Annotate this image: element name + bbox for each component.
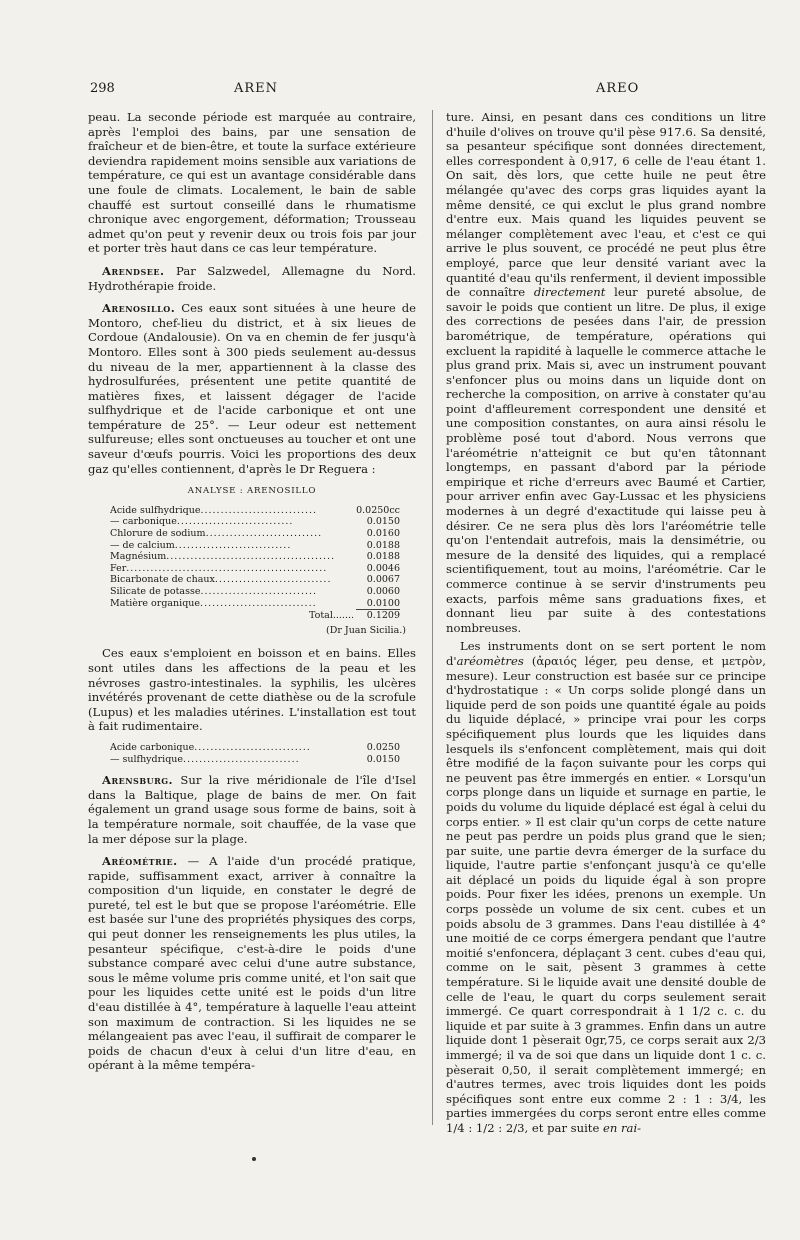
column-divider [432, 110, 433, 1125]
table-row: Bicarbonate de chaux............................. 0.0067 [110, 574, 400, 586]
table-row: Acide carbonique............................. 0.0250 [110, 741, 400, 753]
page-number: 298 [90, 81, 115, 96]
paragraph-usage: Ces eaux s'emploient en boisson et en bains. Elles sont utiles dans les affections de la peau et les névroses gastro-intestinales. la syphilis, les ulcères invétérés provenant de cette diathèse ou de la scrofule (Lupus) et les maladies utérines. L'installation est tout à fait rudimentaire. [88, 646, 416, 734]
total-label: Total [309, 610, 333, 622]
table-row: Fer.................................................. 0.0046 [110, 562, 400, 574]
headword-arendsee: Arendsee. [102, 263, 165, 278]
entry-arenosillo [88, 301, 416, 476]
table-row: — sulfhydrique............................. 0.0150 [110, 753, 400, 765]
row-name: Acide carbonique [110, 741, 195, 753]
row-name: Silicate de potasse [110, 586, 201, 597]
table-row: — de calcium............................. 0.0188 [110, 539, 400, 551]
paragraph-bain-de-sable: peau. La seconde période est marquée au contraire, après l'emploi des bains, par une sensation de fraîcheur et de bien-être, et toute la surface extérieure deviendra rapidement moins sensible aux variations de température, ce qui est un avantage considérable dans une foule de climats. Localement, le bain de sable chauffé est surtout conseillé dans le rhumatisme chronique avec engorgement, déformation; Trousseau admet qu'on peut y revenir deux ou trois fois par jour et porter très haut dans ce cas leur température. [88, 110, 416, 256]
entry-arenosillo-text: Ces eaux sont situées à une heure de Montoro, chef-lieu du district, et à six lieues de Cordoue (Andalousie). On va en chemin de fer jusqu'à Montoro. Elles sont à 300 pieds seulement au-dessus du niveau de la mer, appartiennent à la classe des hydrosulfurées, présentent une petite quantité de matières fixes, et laissent dégager de l'acide sulfhydrique et de l'acide carbonique et ont une température de 25°. — Leur odeur est nettement sulfureuse; elles sont onctueuses au toucher et ont une saveur d'œufs pourris. Voici les proportions des deux gaz qu'elles contiennent, d'après le Dr Reguera : [88, 301, 416, 476]
left-running-head: AREN [234, 81, 279, 96]
table-row: Silicate de potasse............................. 0.0060 [110, 586, 400, 597]
row-value: 0.0150 [366, 753, 400, 765]
ink-dot [252, 1157, 256, 1161]
right-column [446, 110, 766, 1136]
row-value: 0.0046 [366, 562, 400, 574]
row-value: 0.0100 [366, 597, 400, 609]
row-name: — de calcium [110, 539, 175, 551]
total-value: 0.1209 [356, 610, 400, 622]
row-value: 0.0067 [366, 574, 400, 586]
table-row: Matière organique............................. 0.0100 [110, 597, 400, 610]
row-name: Chlorure de sodium [110, 528, 206, 540]
headword-arensburg: Arensburg. [102, 773, 174, 788]
headword-arenosillo: Arenosillo. [102, 301, 176, 316]
right-running-head: AREO [596, 81, 640, 96]
paragraph-instruments [446, 639, 766, 1135]
paragraph-densite-text: ture. Ainsi, en pesant dans ces conditions un litre d'huile d'olives on trouve qu'il pèse 917.6. Sa densité, sa pesanteur spécifique sont données directement, elles correspondent à 0,917, 6 celle de l'eau étant 1. On sait, dès lors, que cette huile ne peut être mélangée qu'avec des corps gras liquides ayant la même densité, ce qui exclut le plus grand nombre d'entre eux. Mais quand les liquides peuvent se mélanger complètement avec l'eau, et c'est ce qui arrive le plus souvent, ce procédé ne peut plus être employé, parce que leur densité variant avec la quantité d'eau qu'ils renferment, il devient impossible de connaître [446, 110, 766, 300]
italic-directement: directement [533, 285, 606, 300]
analysis-table [110, 505, 400, 622]
row-value: 0.0160 [366, 528, 400, 540]
row-value: 0.0250 [366, 741, 400, 753]
analysis-title: ANALYSE : ARENOSILLO [187, 486, 317, 497]
entry-arendsee-text: Par Salzwedel, Allemagne du Nord. Hydrothérapie froide. [88, 263, 416, 293]
row-name: Magnésium [110, 551, 167, 563]
italic-en-rai: en rai- [603, 1120, 642, 1135]
row-name: Fer [110, 562, 127, 574]
left-column [88, 110, 416, 1073]
table-row: Chlorure de sodium............................. 0.0160 [110, 528, 400, 540]
row-value: 0.0060 [366, 586, 400, 597]
row-value: 0.0188 [366, 551, 400, 563]
table-row: — carbonique............................. 0.0150 [110, 516, 400, 528]
entry-areometrie [88, 854, 416, 1073]
running-header [0, 81, 800, 101]
row-value: 0.0250cc [356, 504, 400, 516]
analysis-citation: (Dr Juan Sicilia.) [326, 624, 406, 636]
entry-arensburg [88, 773, 416, 846]
table-row: Magnésium.......................................... 0.0188 [110, 551, 400, 563]
entry-areometrie-text: — A l'aide d'un procédé pratique, rapide, suffisamment exact, arriver à connaître la composition d'un liquide, en constater le degré de pureté, tel est le but que se propose l'aréométrie. Elle est basée sur l'une des propriétés physiques des corps, qui peut donner les renseignements les plus utiles, la pesanteur spécifique, c'est-à-dire le poids d'une substance comparé avec celui d'une autre substance, sous le même volume pris comme unité, et l'on sait que pour les liquides cette unité est le poids d'un litre d'eau distillée à 4°, température à laquelle l'eau atteint son maximum de contraction. Si les liquides ne se mélangeaient pas avec l'eau, il suffirait de comparer le poids de chacun d'eux à celui d'un litre d'eau, en opérant à la même tempéra- [88, 854, 416, 1073]
row-name: Bicarbonate de chaux [110, 574, 215, 586]
total-row: Total....... 0.1209 [309, 610, 400, 622]
paragraph-instruments-text: Les instruments dont on se sert portent le nom d' [446, 639, 766, 668]
row-value: 0.0188 [366, 539, 400, 551]
gas-table [110, 742, 400, 765]
headword-areometrie: Aréométrie. [102, 854, 178, 869]
row-name: Acide sulfhydrique [110, 504, 201, 516]
table-row: Acide sulfhydrique............................. 0.0250cc [110, 504, 400, 516]
italic-areometres: aréomètres [456, 653, 524, 668]
row-value: 0.0150 [366, 516, 400, 528]
row-name: Matière organique [110, 598, 201, 610]
paragraph-densite-end: leur pureté absolue, de savoir le poids que contient un litre. De plus, il exige des corrections de pesées dans l'air, de pression barométrique, de température, opérations qui excluent la rapidité à laquelle le commerce attache le plus grand prix. Mais si, avec un instrument pouvant s'enfoncer plus ou moins dans un liquide dont on recherche la composition, on arrive à constater qu'au point d'affleurement correspondent une densité et une composition constantes, on aura ainsi résolu le problème posé tout d'abord. Nous verrons que l'aréométrie n'atteignit ce but qu'en tâtonnant longtemps, en passant d'abord par la période empirique et riche d'erreurs avec Baumé et Cartier, pour arriver enfin avec Gay-Lussac et les physiciens modernes à un degré d'exactitude qui laisse peu à désirer. Ce ne sera plus dès lors l'aréométrie telle qu'on l'entendait autrefois, mais la densimétrie, ou mesure de la densité des liquides, qui a remplacé scientifiquement, tout au moins, l'aréométrie. Car le commerce continue à se servir d'instruments peu exacts, parfois même sans graduations fixes, et donnant lieu par suite à des contestations nombreuses. [446, 285, 766, 635]
row-name: — sulfhydrique [110, 753, 184, 765]
paragraph-densite [446, 110, 766, 635]
row-name: — carbonique [110, 516, 177, 528]
entry-arendsee [88, 264, 416, 293]
paragraph-instruments-body: (ἀραιός léger, peu dense, et μετρὸν, mesure). Leur construction est basée sur ce principe d'hydrostatique : « Un corps solide plongé dans un liquide perd de son poids une quantité égale au poids du liquide déplacé, » principe vrai pour les corps spécifiquement plus lourds que les liquides dans lesquels ils s'enfoncent complètement, mais qui doit être modifié de la façon suivante pour les corps qui ne peuvent pas être immergés en entier. « Lorsqu'un corps plonge dans un liquide et surnage en partie, le poids du volume du liquide déplacé est égal à celui du corps entier. » Il est clair qu'un corps de cette nature ne peut pas perdre un poids plus grand que le sien; par suite, une partie devra émerger de la surface du liquide, l'autre partie s'enfonçant jusqu'à ce qu'elle ait déplacé un poids du liquide égal à son propre poids. Pour fixer les idées, prenons un exemple. Un corps possède un volume de six cent. cubes et un poids absolu de 3 grammes. Dans l'eau distillée à 4° une moitié de ce corps émergera pendant que l'autre moitié s'enfoncera, déplaçant 3 cent. cubes d'eau qui, comme on le sait, pèsent 3 grammes à cette température. Si le liquide avait une densité double de celle de l'eau, le quart du corps seulement serait immergé. Ce quart correspondrait à 1 1/2 c. c. du liquide et par suite à 3 grammes. Enfin dans un autre liquide dont 1 pèserait 0gr,75, ce corps serait aux 2/3 immergé; il va de soi que dans un liquide dont 1 c. c. pèserait 0,50, il serait complètement immergé; en d'autres termes, avec trois liquides dont les poids spécifiques sont entre eux comme 2 : 1 : 3/4, les parties immergées du corps seront entre elles comme 1/4 : 1/2 : 2/3, et par suite [446, 653, 766, 1135]
entry-arensburg-text: Sur la rive méridionale de l'île d'Isel dans la Baltique, plage de bains de mer. On fait également un grand usage sous forme de bains, soit à la température normale, soit chauffée, de la vase que la mer dépose sur la plage. [88, 773, 416, 846]
